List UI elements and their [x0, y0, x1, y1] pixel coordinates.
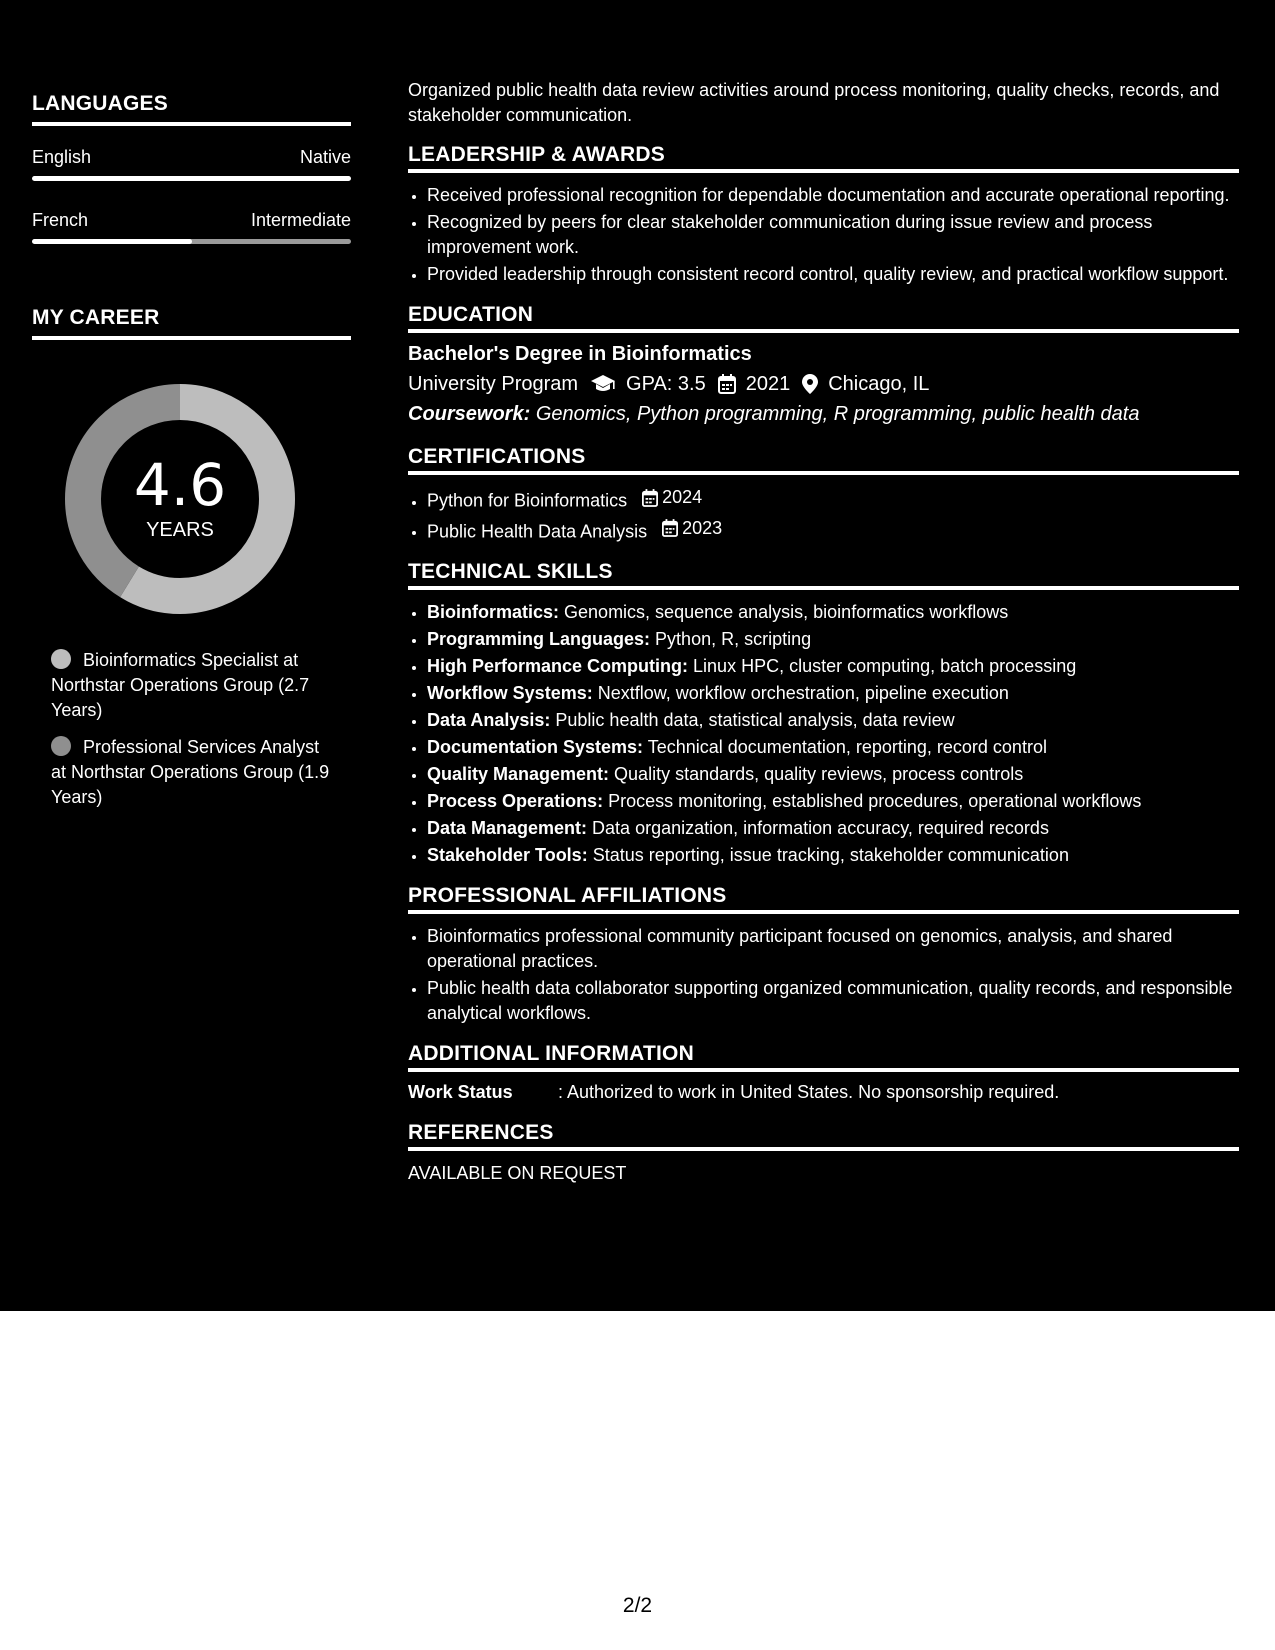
skill-value: Public health data, statistical analysis, data review: [555, 710, 955, 730]
certification-year: 2023: [682, 517, 723, 538]
skill-item: [427, 654, 1239, 679]
skill-item: [427, 843, 1239, 868]
languages-list: [32, 144, 351, 244]
certifications-section: [408, 445, 1239, 544]
skill-label: Quality Management:: [427, 764, 610, 784]
calendar-icon: [662, 519, 678, 537]
intro-text: Organized public health data review activities around process monitoring, quality checks, records, and stakeholder communication.: [408, 80, 1220, 125]
skill-label: Data Management:: [427, 818, 588, 838]
skill-label: Process Operations:: [427, 791, 604, 811]
graduation-cap-icon: [590, 374, 616, 394]
certifications-heading: CERTIFICATIONS: [408, 445, 1239, 475]
skill-item: [427, 762, 1239, 787]
leadership-item: • Provided leadership through consistent record control, quality review, and practical workflow support.: [427, 262, 1239, 287]
leadership-item: • Received professional recognition for dependable documentation and accurate operational reporting.: [427, 183, 1239, 208]
affiliations-heading: PROFESSIONAL AFFILIATIONS: [408, 884, 1239, 914]
skill-label: Documentation Systems:: [427, 737, 644, 757]
skill-value: Nextflow, workflow orchestration, pipeline execution: [597, 683, 1009, 703]
skill-value: Quality standards, quality reviews, process controls: [614, 764, 1024, 784]
work-status-label: Work Status: [408, 1082, 513, 1102]
career-donut-chart: [65, 384, 295, 614]
skills-list: [408, 600, 1239, 868]
certification-year: 2024: [662, 487, 703, 507]
career-total-value: 4.6: [133, 451, 227, 519]
skill-value: Data organization, information accuracy, required records: [592, 818, 1049, 838]
leadership-section: [408, 143, 1239, 287]
additional-info-heading: ADDITIONAL INFORMATION: [408, 1042, 1239, 1072]
left-column: [32, 92, 351, 822]
career-role-dot: [51, 736, 71, 756]
education-school: University Program: [408, 373, 579, 395]
career-role-item: [51, 735, 331, 810]
work-status-value: : Authorized to work in United States. No sponsorship required.: [558, 1082, 1060, 1102]
education-gpa: GPA: 3.5: [626, 373, 706, 395]
skill-item: [427, 789, 1239, 814]
skills-heading: TECHNICAL SKILLS: [408, 560, 1239, 590]
work-status-row: [408, 1080, 1239, 1105]
additional-info-section: [408, 1042, 1239, 1105]
leadership-item: • Recognized by peers for clear stakeholder communication during issue review and process improvement work.: [427, 210, 1239, 260]
skills-section: [408, 560, 1239, 868]
education-year: 2021: [745, 373, 791, 395]
certification-item: [427, 516, 1239, 545]
language-item-english: [32, 144, 351, 181]
skill-value: Status reporting, issue tracking, stakeholder communication: [592, 845, 1069, 865]
references-text: AVAILABLE ON REQUEST: [408, 1163, 627, 1183]
certifications-list: [408, 485, 1239, 544]
career-total-unit: YEARS: [146, 519, 214, 541]
education-degree: Bachelor's Degree in Bioinformatics: [408, 343, 752, 365]
certification-name: Python for Bioinformatics: [427, 490, 628, 511]
career-block: [32, 306, 351, 810]
skill-value: Genomics, sequence analysis, bioinformatics workflows: [564, 602, 1009, 622]
language-proficiency-fill: [32, 176, 351, 181]
skill-label: Workflow Systems:: [427, 683, 593, 703]
calendar-icon: [718, 374, 736, 394]
career-heading: MY CAREER: [32, 306, 351, 340]
skill-item: [427, 600, 1239, 625]
certification-item: [427, 485, 1239, 514]
skill-label: Bioinformatics:: [427, 602, 560, 622]
page-number: 2/2: [622, 1594, 653, 1617]
career-role-text: Professional Services Analyst at Northstar Operations Group (1.9 Years): [51, 737, 330, 807]
skill-value: Technical documentation, reporting, record control: [647, 737, 1047, 757]
affiliation-item: • Public health data collaborator supporting organized communication, quality records, and responsible analytical workflows.: [427, 976, 1239, 1026]
language-proficiency-bar: [32, 239, 351, 244]
coursework-label: Coursework:: [408, 403, 531, 425]
right-column: [408, 78, 1239, 1202]
leadership-list: [408, 183, 1239, 287]
language-proficiency-fill: [32, 239, 192, 244]
language-proficiency-bar: [32, 176, 351, 181]
language-name: English: [32, 147, 92, 167]
education-meta: [408, 369, 1239, 399]
skill-label: Programming Languages:: [427, 629, 651, 649]
career-role-text: Bioinformatics Specialist at Northstar Operations Group (2.7 Years): [51, 650, 310, 720]
education-heading: EDUCATION: [408, 303, 1239, 333]
career-roles-list: [51, 648, 331, 810]
skill-item: [427, 627, 1239, 652]
affiliations-section: [408, 884, 1239, 1026]
language-level: Intermediate: [250, 210, 351, 230]
skill-label: Data Analysis:: [427, 710, 551, 730]
career-role-item: [51, 648, 331, 723]
skill-item: [427, 816, 1239, 841]
career-donut-center: [65, 384, 295, 614]
language-name: French: [32, 210, 89, 230]
language-item-french: [32, 207, 351, 244]
education-location: Chicago, IL: [828, 373, 930, 395]
location-pin-icon: [802, 374, 818, 394]
education-coursework: [408, 399, 1239, 429]
language-level: Native: [299, 147, 351, 167]
references-heading: REFERENCES: [408, 1121, 1239, 1151]
affiliations-list: [408, 924, 1239, 1026]
skill-item: [427, 681, 1239, 706]
skill-item: [427, 708, 1239, 733]
leadership-heading: LEADERSHIP & AWARDS: [408, 143, 1239, 173]
references-section: [408, 1121, 1239, 1186]
skill-label: Stakeholder Tools:: [427, 845, 588, 865]
skill-value: Python, R, scripting: [655, 629, 812, 649]
skill-item: [427, 735, 1239, 760]
skill-label: High Performance Computing:: [427, 656, 689, 676]
skill-value: Linux HPC, cluster computing, batch processing: [693, 656, 1077, 676]
skill-value: Process monitoring, established procedures, operational workflows: [608, 791, 1142, 811]
calendar-icon: [642, 489, 658, 507]
career-role-dot: [51, 649, 71, 669]
affiliation-item: • Bioinformatics professional community participant focused on genomics, analysis, and shared operational practices.: [427, 924, 1239, 974]
certification-name: Public Health Data Analysis: [427, 521, 648, 541]
coursework-value: Genomics, Python programming, R programming, public health data: [535, 403, 1140, 425]
languages-heading: LANGUAGES: [32, 92, 351, 126]
education-section: [408, 303, 1239, 429]
